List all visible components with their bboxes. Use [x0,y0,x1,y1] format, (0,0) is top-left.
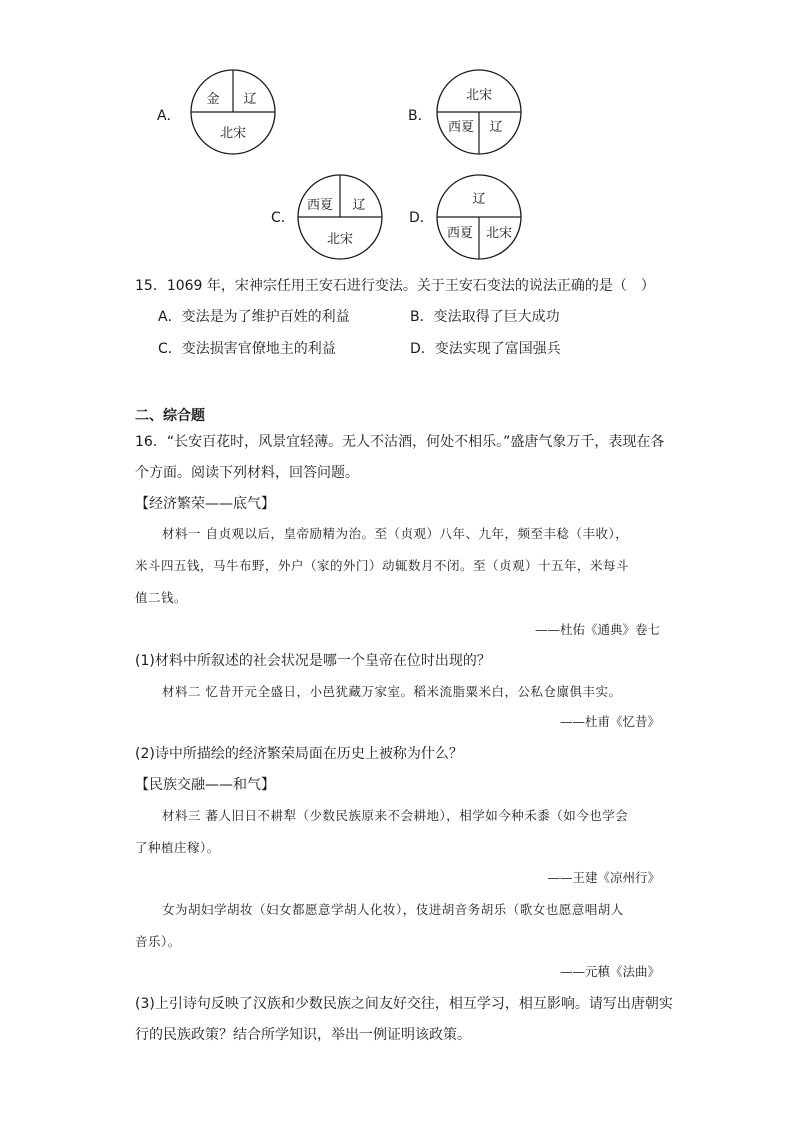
sub-question-1: (1)材料中所叙述的社会状况是哪一个皇帝在位时出现的？ [135,653,491,669]
region-liao: 辽 [243,92,257,107]
material3-source: ——王建《凉州行》 [547,870,660,885]
material2: 材料二 忆昔开元全盛日，小邑犹藏万家室。稻米流脂粟米白，公私仓廪俱丰实。 [162,684,622,699]
q15-option-c: C．变法损害官僚地主的利益 [158,341,336,357]
part2-heading: 【民族交融——和气】 [135,777,275,793]
region-northern-song: 北宋 [485,226,513,241]
material2-source: ——杜甫《忆昔》 [559,714,660,729]
q15-option-d: D．变法实现了富国强兵 [410,341,561,357]
part1-heading: 【经济繁荣——底气】 [135,496,275,512]
region-northern-song: 北宋 [326,232,354,247]
option-b-label: B． [408,108,432,124]
option-c-label: C． [271,210,295,226]
region-jin: 金 [206,92,220,107]
option-b-diagram [434,67,524,157]
region-xixia: 西夏 [447,120,475,135]
region-liao: 辽 [472,192,486,207]
material3-line2: 了种植庄稼）。 [135,840,220,855]
material1-line3: 值二钱。 [135,590,188,605]
region-liao: 辽 [489,120,503,135]
q15-option-b: B．变法取得了巨大成功 [410,309,560,325]
material3-line1: 材料三 蕃人旧日不耕犁（少数民族原来不会耕地），相学如今种禾黍（如今也学会 [162,808,629,823]
option-d-label: D． [409,210,434,226]
option-a-diagram [188,67,278,157]
q15-stem: 15．1069 年，宋神宗任用王安石进行变法。关于王安石变法的说法正确的是（ ） [135,278,655,294]
material4-line1: 女为胡妇学胡妆（妇女都愿意学胡人化妆），伎进胡音务胡乐（歌女也愿意唱胡人 [162,902,624,917]
material1-source: ——杜佑《通典》卷七 [534,622,660,637]
q16-intro-line1: 16．“长安百花时，风景宜轻薄。无人不沽酒，何处不相乐。”盛唐气象万千，表现在各 [135,434,665,450]
section-heading: 二、综合题 [135,408,205,424]
material1-line2: 米斗四五钱，马牛布野，外户（家的外门）动辄数月不闭。至（贞观）十五年，米每斗 [135,558,630,573]
sub-question-3-line1: (3)上引诗句反映了汉族和少数民族之间友好交往，相互学习，相互影响。请写出唐朝实 [135,996,673,1012]
region-northern-song: 北宋 [465,88,493,103]
option-d-diagram [434,172,524,262]
region-xixia: 西夏 [306,198,334,213]
sub-question-2: (2)诗中所描绘的经济繁荣局面在历史上被称为什么？ [135,746,463,762]
region-liao: 辽 [352,198,366,213]
material1-line1: 材料一 自贞观以后，皇帝励精为治。至（贞观）八年、九年，频至丰稔（丰收）， [162,526,629,541]
region-northern-song: 北宋 [219,126,247,141]
material4-source: ——元稹《法曲》 [559,964,660,979]
material4-line2: 音乐）。 [135,934,181,949]
q15-option-a: A．变法是为了维护百姓的利益 [158,309,350,325]
region-xixia: 西夏 [446,226,474,241]
option-a-label: A． [157,108,181,124]
q16-intro-line2: 个方面。阅读下列材料，回答问题。 [135,465,359,481]
sub-question-3-line2: 行的民族政策？结合所学知识，举出一例证明该政策。 [135,1027,471,1043]
option-c-diagram [295,172,385,262]
